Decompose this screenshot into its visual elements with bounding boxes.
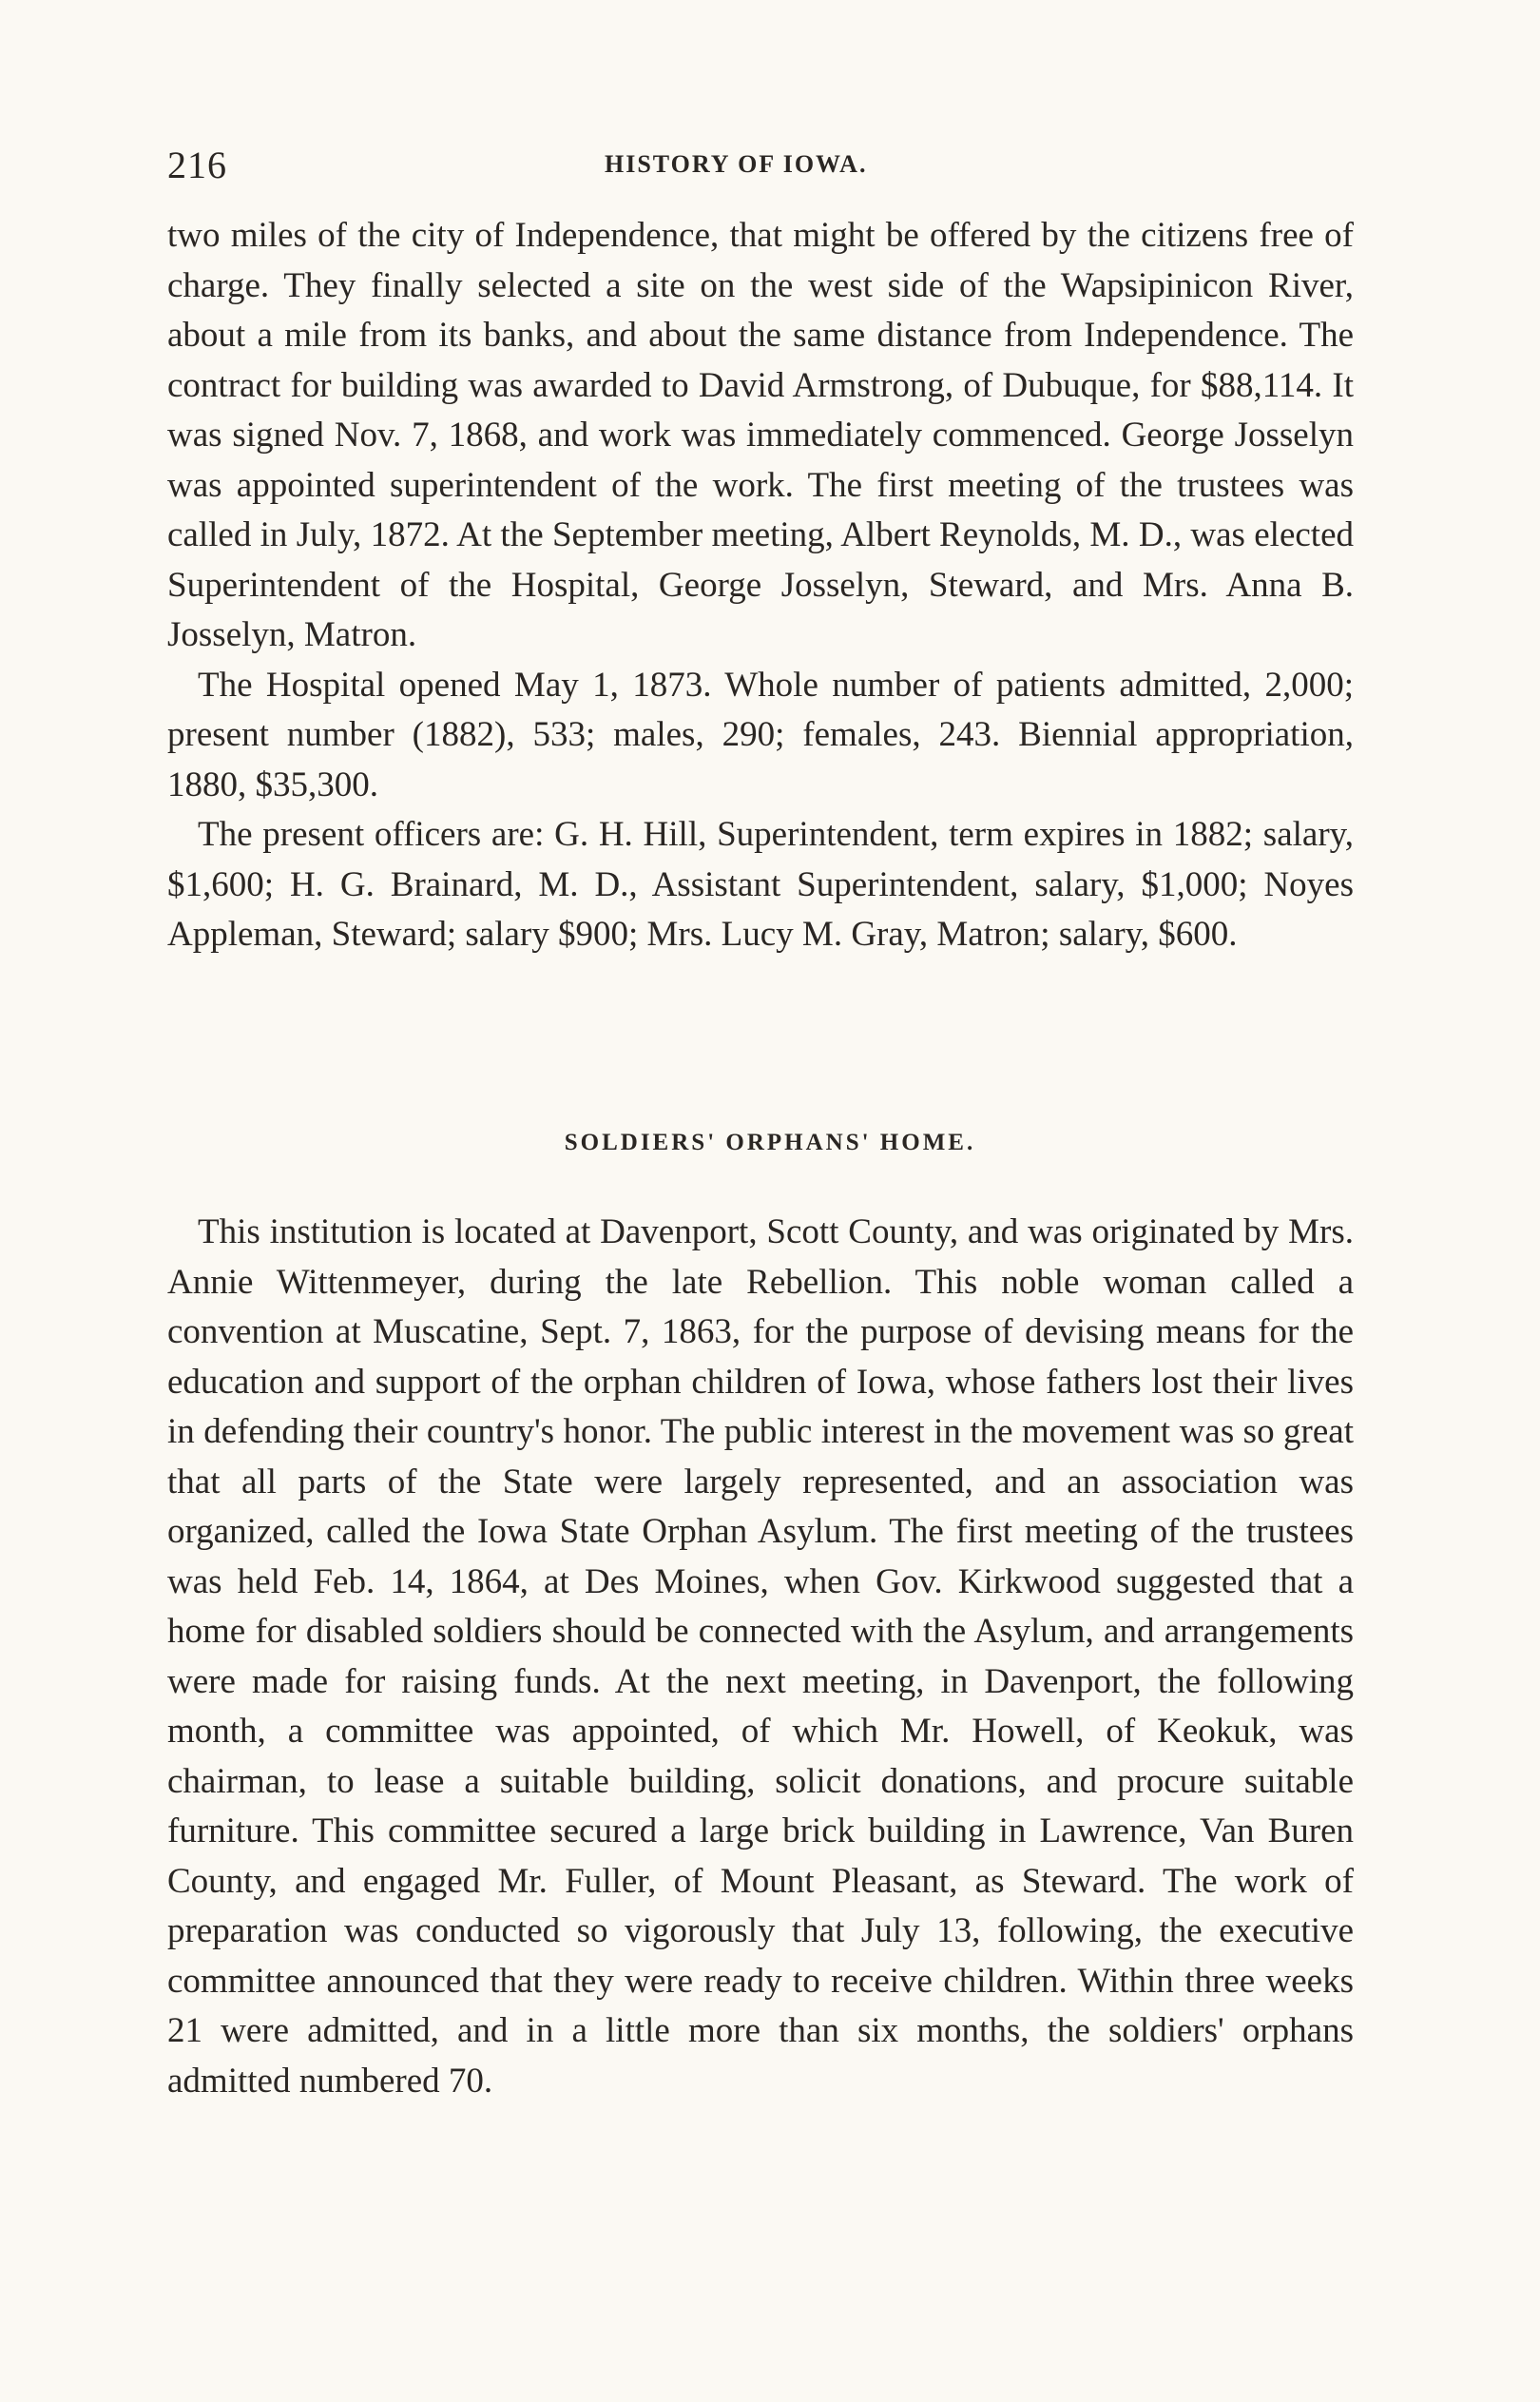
section-heading: SOLDIERS' ORPHANS' HOME.: [564, 1130, 976, 1155]
paragraph: The present officers are: G. H. Hill, Superintendent, term expires in 1882; salary, $1,600; H. G. Brainard, M. D., Assistant Superintendent, salary, $1,000; Noyes Appleman, Steward; salary $900; Mrs. Lucy M. Gray, Matron; salary, $600.: [167, 815, 1354, 954]
paragraph: The Hospital opened May 1, 1873. Whole number of patients admitted, 2,000; present number (1882), 533; males, 290; females, 243. Biennial appropriation, 1880, $35,300.: [167, 665, 1354, 804]
page-number: 216: [167, 144, 227, 186]
hospital-section: [167, 211, 1354, 960]
paragraph: This institution is located at Davenport, Scott County, and was originated by Mrs. Annie Wittenmeyer, during the late Rebellion. This noble woman called a convention at Muscatine, Sept. 7, 1863, for the purpose of devising means for the education and support of the orphan children of Iowa, whose fathers lost their lives in defending their country's honor. The public interest in the movement was so great that all parts of the State were largely represented, and an association was organized, called the Iowa State Orphan Asylum. The first meeting of the trustees was held Feb. 14, 1864, at Des Moines, when Gov. Kirkwood suggested that a home for disabled soldiers should be connected with the Asylum, and arrangements were made for raising funds. At the next meeting, in Davenport, the following month, a committee was appointed, of which Mr. Howell, of Keokuk, was chairman, to lease a suitable building, solicit donations, and procure suitable furniture. This committee secured a large brick building in Lawrence, Van Buren County, and engaged Mr. Fuller, of Mount Pleasant, as Steward. The work of preparation was conducted so vigorously that July 13, following, the executive committee announced that they were ready to receive children. Within three weeks 21 were admitted, and in a little more than six months, the soldiers' orphans admitted numbered 70.: [167, 1212, 1354, 2101]
orphans-home-section: [167, 1208, 1354, 2106]
page-header: [167, 143, 1365, 190]
running-head: HISTORY OF IOWA.: [605, 150, 868, 178]
paragraph: two miles of the city of Independence, that might be offered by the citizens free of charge. They finally selected a site on the west side of the Wapsipinicon River, about a mile from its banks, and about the same distance from Independence. The contract for building was awarded to David Armstrong, of Dubuque, for $88,114. It was signed Nov. 7, 1868, and work was immediately commenced. George Josselyn was appointed superintendent of the work. The first meeting of the trustees was called in July, 1872. At the September meeting, Albert Reynolds, M. D., was elected Superintendent of the Hospital, George Josselyn, Steward, and Mrs. Anna B. Josselyn, Matron.: [167, 216, 1354, 654]
